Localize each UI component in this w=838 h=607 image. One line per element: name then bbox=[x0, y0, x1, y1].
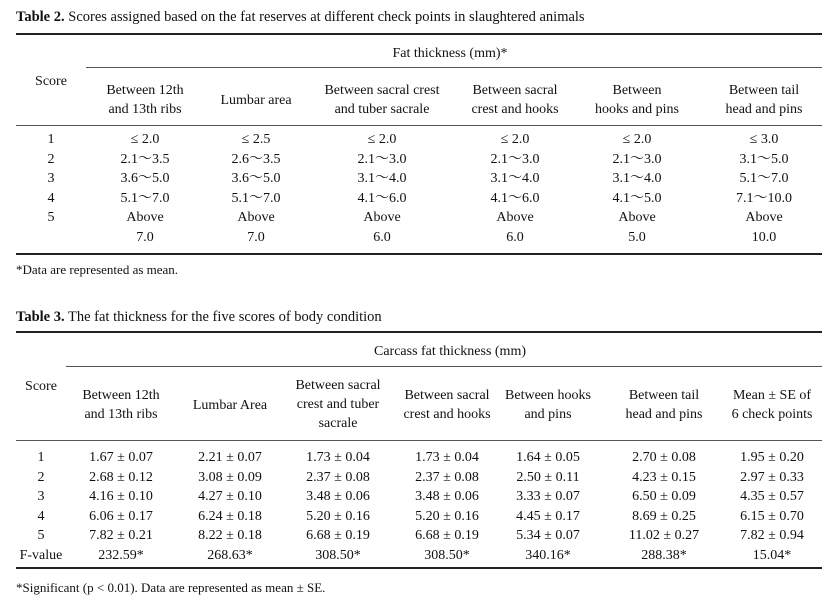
table-cell: 5.1～7.0 bbox=[120, 190, 170, 206]
table2-caption-label: Table 2. bbox=[16, 9, 65, 25]
table3-caption-label: Table 3. bbox=[16, 309, 65, 325]
table-cell: 308.50* bbox=[315, 547, 361, 563]
table3-column-header-line: Between sacral bbox=[295, 378, 381, 393]
table-cell: 308.50* bbox=[424, 547, 470, 563]
table-cell: 5.1～7.0 bbox=[739, 171, 789, 187]
table2-column-header-line: Between 12th bbox=[106, 83, 184, 98]
table-row bbox=[16, 189, 822, 209]
table-cell: 5.20 ± 0.16 bbox=[306, 508, 370, 524]
row-score-cell: 5 bbox=[37, 528, 45, 543]
table3-column-header-line: head and pins bbox=[625, 407, 703, 422]
table2-column-header bbox=[450, 81, 580, 119]
table2-column-header-line: hooks and pins bbox=[595, 102, 679, 117]
table-cell: 7.1～10.0 bbox=[736, 190, 792, 206]
table2-column-header-line: crest and hooks bbox=[471, 102, 559, 117]
table-row bbox=[16, 169, 822, 189]
table2-column-header bbox=[191, 91, 321, 110]
table2-column-header bbox=[699, 81, 829, 119]
table-cell: 4.1～6.0 bbox=[490, 190, 540, 206]
table-cell: 3.6～5.0 bbox=[231, 171, 281, 187]
table-cell: 5.34 ± 0.07 bbox=[516, 528, 580, 543]
table-cell: Above bbox=[496, 210, 534, 226]
table2-span-rule bbox=[86, 67, 822, 68]
table2-column-header-line: Lumbar area bbox=[220, 93, 292, 108]
table-cell: 2.6～3.5 bbox=[231, 151, 281, 167]
table2-bottom-rule bbox=[16, 253, 822, 255]
row-score-cell: 2 bbox=[47, 151, 55, 167]
table-cell: 2.37 ± 0.08 bbox=[306, 469, 370, 485]
row-score-cell: 2 bbox=[37, 469, 45, 485]
table-cell: 2.1～3.0 bbox=[612, 151, 662, 167]
table-cell: 2.68 ± 0.12 bbox=[89, 469, 153, 485]
table3-span-rule bbox=[66, 366, 822, 367]
table-cell: 10.0 bbox=[751, 230, 777, 245]
table3-column-header bbox=[492, 386, 604, 424]
table-cell: 8.69 ± 0.25 bbox=[632, 508, 696, 524]
table-cell: ≤ 3.0 bbox=[749, 132, 779, 147]
table-cell: 15.04* bbox=[752, 547, 792, 563]
table-cell: 6.15 ± 0.70 bbox=[740, 508, 804, 524]
table-cell: 2.70 ± 0.08 bbox=[632, 450, 696, 465]
table-cell: Above bbox=[618, 210, 656, 226]
table-cell: 3.1～4.0 bbox=[357, 171, 407, 187]
table2-caption bbox=[16, 9, 585, 26]
table-cell: 1.95 ± 0.20 bbox=[740, 450, 804, 465]
table-cell: ≤ 2.5 bbox=[241, 132, 271, 147]
table2-column-header-line: and tuber sacrale bbox=[334, 102, 430, 117]
table3-top-rule bbox=[16, 331, 822, 333]
table-cell: 232.59* bbox=[98, 547, 144, 563]
table-cell: 11.02 ± 0.27 bbox=[628, 528, 700, 543]
table-cell: 5.0 bbox=[628, 230, 646, 245]
table3-column-header-line: sacrale bbox=[318, 416, 358, 431]
table-row bbox=[16, 130, 822, 150]
table3-column-header-line: Between sacral bbox=[404, 388, 490, 403]
table-cell: Above bbox=[363, 210, 401, 226]
table-cell: 4.35 ± 0.57 bbox=[740, 489, 804, 504]
table-cell: 2.1～3.0 bbox=[490, 151, 540, 167]
table-cell: 5.1～7.0 bbox=[231, 190, 281, 206]
table2-column-header-line: Between tail bbox=[728, 83, 800, 98]
table3-footnote: *Significant (p < 0.01). Data are represented as mean ± SE. bbox=[16, 580, 326, 595]
table-row bbox=[16, 228, 822, 248]
table-row bbox=[16, 208, 822, 228]
table-row bbox=[16, 150, 822, 170]
table-cell: 3.1～4.0 bbox=[490, 171, 540, 187]
table-row bbox=[16, 546, 822, 566]
table-cell: 7.0 bbox=[136, 230, 154, 245]
table2-column-header-line: head and pins bbox=[725, 102, 803, 117]
table-cell: 4.1～6.0 bbox=[357, 190, 407, 206]
table3-column-header-line: Between hooks bbox=[505, 388, 591, 403]
table-cell: 5.20 ± 0.16 bbox=[415, 508, 479, 524]
table-cell: 3.08 ± 0.09 bbox=[198, 469, 262, 485]
table-cell: 6.0 bbox=[373, 230, 391, 245]
table3-span-header: Carcass fat thickness (mm) bbox=[373, 344, 526, 359]
row-score-cell: 5 bbox=[47, 210, 55, 226]
table2-column-header bbox=[572, 81, 702, 119]
table-cell: 1.73 ± 0.04 bbox=[306, 450, 370, 465]
table3-caption-text: The fat thickness for the five scores of body condition bbox=[64, 309, 382, 325]
table2-column-header-line: Between sacral crest bbox=[324, 83, 440, 98]
table-cell: 1.64 ± 0.05 bbox=[516, 450, 580, 465]
table-cell: 3.1～5.0 bbox=[739, 151, 789, 167]
table-cell: 4.27 ± 0.10 bbox=[198, 489, 262, 504]
table2-top-rule bbox=[16, 33, 822, 35]
table3-column-header-line: 6 check points bbox=[731, 407, 813, 422]
table3-column-header bbox=[65, 386, 177, 424]
table3-column-header-line: Lumbar Area bbox=[192, 398, 268, 413]
table-cell: 2.50 ± 0.11 bbox=[516, 469, 580, 485]
table-cell: 6.50 ± 0.09 bbox=[632, 489, 696, 504]
table-row bbox=[16, 507, 822, 527]
table-cell: 8.22 ± 0.18 bbox=[198, 528, 262, 543]
table-cell: 340.16* bbox=[525, 547, 571, 563]
table3-column-header bbox=[174, 396, 286, 415]
table-cell: 6.06 ± 0.17 bbox=[89, 508, 153, 524]
table-row bbox=[16, 448, 822, 468]
row-score-cell: 4 bbox=[37, 508, 45, 524]
table2-column-header-line: and 13th ribs bbox=[108, 102, 182, 117]
table3-caption bbox=[16, 309, 382, 326]
table-cell: 3.33 ± 0.07 bbox=[516, 489, 580, 504]
table2-column-header-line: Between sacral bbox=[472, 83, 558, 98]
table-row bbox=[16, 526, 822, 546]
table-cell: 4.45 ± 0.17 bbox=[516, 508, 580, 524]
table-cell: 4.1～5.0 bbox=[612, 190, 662, 206]
table-cell: 7.82 ± 0.21 bbox=[89, 528, 153, 543]
table-cell: 4.23 ± 0.15 bbox=[632, 469, 696, 485]
row-score-cell: 1 bbox=[47, 132, 55, 147]
table-cell: 6.0 bbox=[506, 230, 524, 245]
table-cell: 2.97 ± 0.33 bbox=[740, 469, 804, 485]
table-cell: Above bbox=[126, 210, 164, 226]
table3-column-header bbox=[282, 376, 394, 433]
table3-column-header bbox=[608, 386, 720, 424]
table3-score-header: Score bbox=[25, 379, 57, 394]
table2-column-header bbox=[317, 81, 447, 119]
table-cell: Above bbox=[745, 210, 783, 226]
table-cell: 268.63* bbox=[207, 547, 253, 563]
table3-column-header-line: Mean ± SE of bbox=[732, 388, 812, 403]
table3-column-header-line: crest and tuber bbox=[296, 397, 380, 412]
table2-header-rule bbox=[16, 125, 822, 126]
table3-column-header bbox=[716, 386, 828, 424]
table-cell: 1.73 ± 0.04 bbox=[415, 450, 479, 465]
table-cell: ≤ 2.0 bbox=[130, 132, 160, 147]
table-cell: ≤ 2.0 bbox=[622, 132, 652, 147]
table3-header-rule bbox=[16, 440, 822, 441]
row-score-cell: 3 bbox=[47, 171, 55, 187]
table2-footnote: *Data are represented as mean. bbox=[16, 262, 179, 277]
table3-column-header-line: and pins bbox=[524, 407, 572, 422]
table-cell: ≤ 2.0 bbox=[500, 132, 530, 147]
table3-column-header-line: Between tail bbox=[628, 388, 700, 403]
table-cell: 2.1～3.5 bbox=[120, 151, 170, 167]
table-cell: 3.48 ± 0.06 bbox=[415, 489, 479, 504]
table2-span-header: Fat thickness (mm)* bbox=[392, 46, 508, 61]
table-cell: 4.16 ± 0.10 bbox=[89, 489, 153, 504]
table2-caption-text: Scores assigned based on the fat reserves at different check points in slaughtered animals bbox=[64, 9, 585, 25]
table3-column-header-line: Between 12th bbox=[82, 388, 160, 403]
table3-column-header-line: and 13th ribs bbox=[84, 407, 158, 422]
table2-score-header: Score bbox=[35, 74, 67, 89]
table3-column-header-line: crest and hooks bbox=[403, 407, 491, 422]
table2-column-header-line: Between bbox=[612, 83, 662, 98]
table-cell: 6.68 ± 0.19 bbox=[415, 528, 479, 543]
row-score-cell: 1 bbox=[37, 450, 45, 465]
table-cell: 288.38* bbox=[641, 547, 687, 563]
table-row bbox=[16, 468, 822, 488]
table-cell: 3.6～5.0 bbox=[120, 171, 170, 187]
table-cell: 2.21 ± 0.07 bbox=[198, 450, 262, 465]
table-cell: 1.67 ± 0.07 bbox=[89, 450, 153, 465]
table-cell: ≤ 2.0 bbox=[367, 132, 397, 147]
table-cell: 6.68 ± 0.19 bbox=[306, 528, 370, 543]
table-cell: 7.0 bbox=[247, 230, 265, 245]
table3-bottom-rule bbox=[16, 567, 822, 569]
table-cell: 7.82 ± 0.94 bbox=[740, 528, 804, 543]
row-score-cell: 4 bbox=[47, 190, 55, 206]
table-cell: 2.37 ± 0.08 bbox=[415, 469, 479, 485]
table3-column-header bbox=[391, 386, 503, 424]
table-cell: 3.48 ± 0.06 bbox=[306, 489, 370, 504]
row-score-cell: F-value bbox=[19, 547, 63, 563]
table-cell: 6.24 ± 0.18 bbox=[198, 508, 262, 524]
table-cell: 3.1～4.0 bbox=[612, 171, 662, 187]
row-score-cell: 3 bbox=[37, 489, 45, 504]
table-cell: Above bbox=[237, 210, 275, 226]
table-row bbox=[16, 487, 822, 507]
table-cell: 2.1～3.0 bbox=[357, 151, 407, 167]
